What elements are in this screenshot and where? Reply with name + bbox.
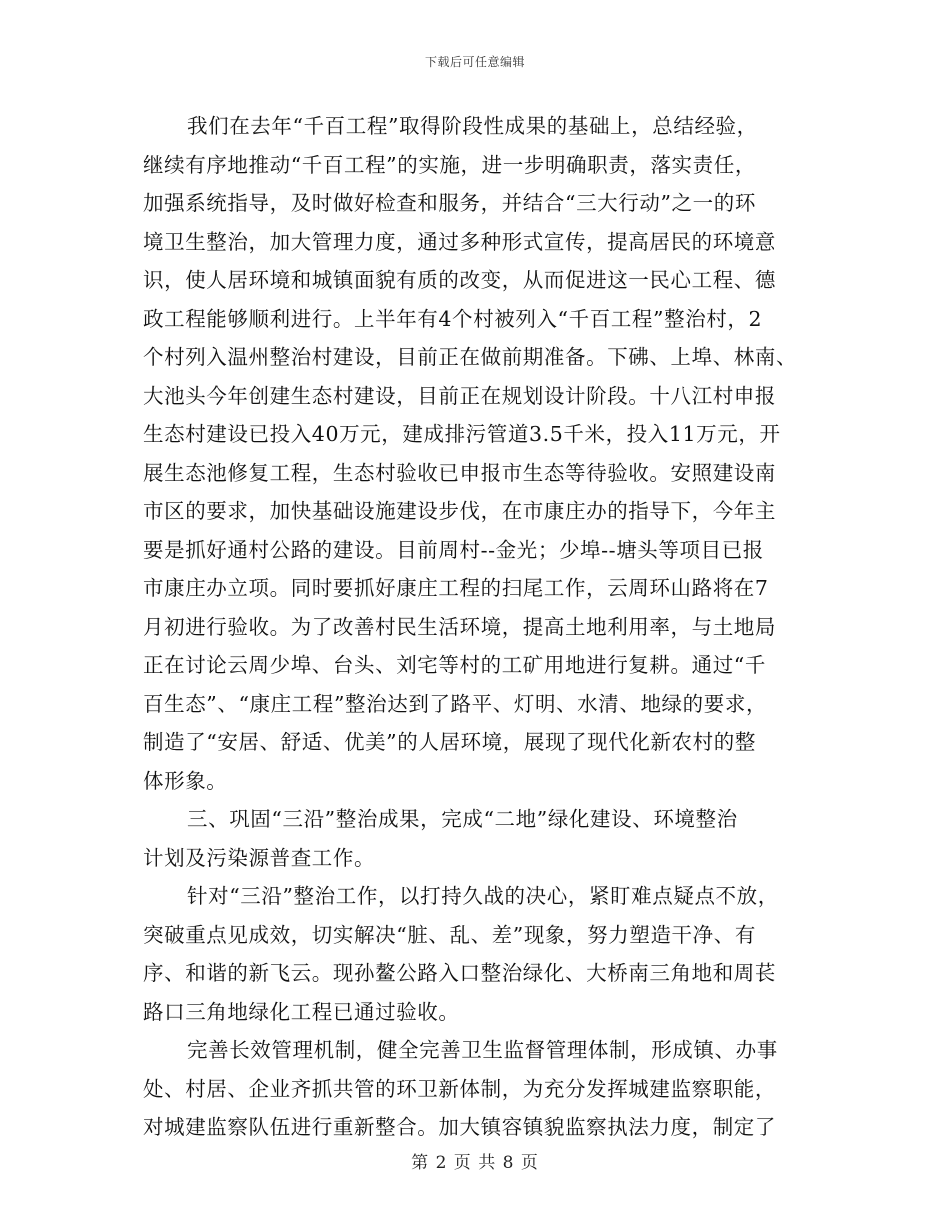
page-header: 下载后可任意编辑 [424, 55, 525, 69]
text-line: 境卫生整治，加大管理力度，通过多种形式宣传，提高居民的环境意 [143, 229, 776, 254]
text-line: 序、和谐的新飞云。现孙鳌公路入口整治绿化、大桥南三角地和周苌 [143, 961, 776, 985]
text-line: 要是抓好通村公路的建设。目前周村--金光；少埠--塘头等项目已报 [143, 537, 764, 562]
text-line: 加强系统指导，及时做好检查和服务，并结合“三大行动”之一的环 [143, 191, 756, 215]
text-line: 月初进行验收。为了改善村民生活环境，提高土地利用率，与土地局 [143, 614, 776, 639]
text-line: 路口三角地绿化工程已通过验收。 [143, 999, 460, 1024]
text-line: 体形象。 [143, 768, 228, 793]
text-line: 大池头今年创建生态村建设，目前正在规划设计阶段。十八江村申报 [143, 383, 776, 408]
text-line: 识，使人居环境和城镇面貌有质的改变，从而促进这一民心工程、德 [143, 268, 776, 292]
text-line: 个村列入温州整治村建设，目前正在做前期准备。下砩、上埠、林南、 [143, 345, 798, 369]
text-line: 对城建监察队伍进行重新整合。加大镇容镇貌监察执法力度，制定了 [143, 1115, 776, 1139]
section-heading-line: 计划及污染源普查工作。 [143, 845, 376, 870]
section-heading-line: 三、巩固“三沿”整治成果，完成“二地”绿化建设、环境整治 [187, 807, 738, 831]
document-body [143, 107, 809, 1147]
text-line: 针对“三沿”整治工作，以打持久战的决心，紧盯难点疑点不放， [187, 884, 779, 908]
text-line: 展生态池修复工程，生态村验收已申报市生态等待验收。安照建设南 [143, 460, 776, 485]
page-number-footer: 第 2 页 共 8 页 [411, 1153, 539, 1173]
text-line: 政工程能够顺利进行。上半年有4个村被列入“千百工程”整治村，2 [143, 306, 763, 331]
text-line: 市区的要求，加快基础设施建设步伐，在市康庄办的指导下，今年主 [143, 499, 776, 523]
text-line: 完善长效管理机制，健全完善卫生监督管理体制，形成镇、办事 [187, 1038, 778, 1062]
text-line: 继续有序地推动“千百工程”的实施，进一步明确职责，落实责任， [143, 152, 756, 177]
text-line: 制造了“安居、舒适、优美”的人居环境，展现了现代化新农村的整 [143, 730, 756, 754]
text-line: 突破重点见成效，切实解决“脏、乱、差”现象，努力塑造干净、有 [143, 922, 756, 947]
text-line: 百生态”、“康庄工程”整治达到了路平、灯明、水清、地绿的要求， [143, 691, 768, 716]
text-line: 生态村建设已投入40万元，建成排污管道3.5千米，投入11万元，开 [143, 422, 781, 446]
text-line: 正在讨论云周少埠、台头、刘宅等村的工矿用地进行复耕。通过“千 [143, 653, 766, 677]
text-line: 我们在去年“千百工程”取得阶段性成果的基础上，总结经验， [187, 114, 758, 138]
text-line: 市康庄办立项。同时要抓好康庄工程的扫尾工作，云周环山路将在7 [143, 576, 769, 600]
text-line: 处、村居、企业齐抓共管的环卫新体制，为充分发挥城建监察职能， [143, 1076, 776, 1101]
